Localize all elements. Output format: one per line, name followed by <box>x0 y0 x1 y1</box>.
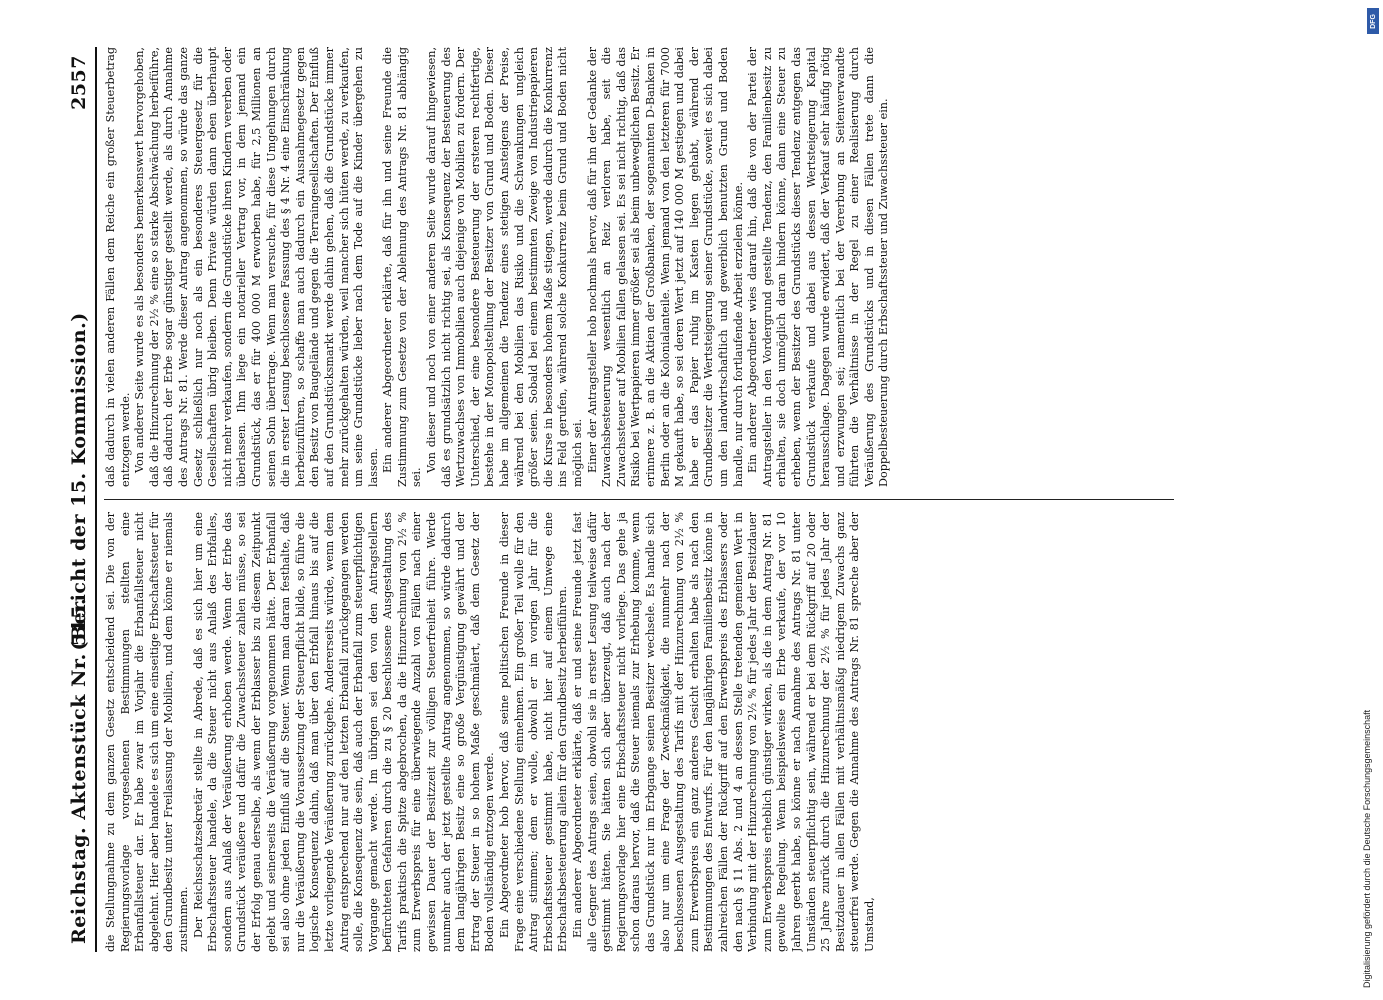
paragraph: Von anderer Seite wurde es als besonders bemerkenswert hervorgehoben, daß die Hinzurechnung der 2½ % eine so starke Abschwächung herbeiführe, daß dadurch der Erbe sogar günstiger gestellt werde, als durch Annahme des Antrags Nr. 81. Werde dieser Antrag angenommen, so würde das ganze Gesetz schließlich nur noch als ein besonderes Steuergesetz für die Gesellschaften übrig bleiben. Denn Private würden dann eben überhaupt nicht mehr verkaufen, sondern die Grundstücke ihren Kindern vererben oder überlassen. Ihm liege ein notarieller Vertrag vor, in dem jemand ein Grundstück, das er für 400 000 M erworben habe, für 2,5 Millionen an seinen Sohn übertrage. Wenn man versuche, für diese Umgehungen durch die in erster Lesung beschlossene Fassung des § 4 Nr. 4 eine Einschränkung herbeizuführen, so schaffe man auch dadurch ein Ausnahmegesetz gegen den Besitz von Baugelände und gegen die Terraingesellschaften. Der Einfluß auf den Grundstücksmarkt werde dahin gehen, daß die Grundstücke immer mehr zurückgehalten würden, weil mancher sich hüten werde, zu verkaufen, um seine Grundstücke lieber nach dem Tode auf die Kinder übergehen zu lassen. <box>133 47 380 487</box>
header-rule <box>95 47 97 952</box>
document-page <box>62 47 1182 952</box>
header-middle: (Bericht der 15. Kommission.) <box>68 312 90 651</box>
column-divider <box>104 499 1174 500</box>
paragraph: Von dieser und noch von einer anderen Seite wurde darauf hingewiesen, daß es grundsätzlich nicht richtig sei, als Konsequenz der Besteuerung des Wertzuwachses von Immobilien auch diejenige von Mobilien zu fordern. Der Unterschied, der eine besondere Besteuerung der ersteren rechtfertige, bestehe in der Monopolstellung der Besitzer von Grund und Boden. Dieser habe im allgemeinen die Tendenz eines stetigen Ansteigens der Preise, während bei den Mobilien das Risiko und die Schwankungen ungleich größer seien. Sobald bei einem bestimmten Zweige von Industriepapieren die Kurse in besonders hohem Maße stiegen, werde dadurch die Konkurrenz ins Feld gerufen, während solche Konkurrenz beim Grund und Boden nicht möglich sei. <box>425 47 584 487</box>
paragraph: Ein anderer Abgeordneter erklärte, daß er und seine Freunde jetzt fast alle Gegner des Antrags seien, obwohl sie in erster Lesung teilweise dafür gestimmt hätten. Sie hätten sich aber überzeugt, daß auch nach der Regierungsvorlage hier eine Erbschaftssteuer nicht vorliege. Das gehe ja schon daraus hervor, daß die Steuer niemals zur Erhebung komme, wenn das Grundstück nur im Erbgange seinen Besitzer wechsele. Es handle sich also nur um eine Frage der Zweckmäßigkeit, die nunmehr nach der beschlossenen Ausgestaltung des Tarifs mit der Hinzurechnung von 2½ % zum Erwerbspreis ein ganz anderes Gesicht erhalten habe als nach den Bestimmungen des Entwurfs. Für den langjährigen Familienbesitz könne in zahlreichen Fällen der Rückgriff auf den Erwerbspreis des Erblassers oder den nach § 11 Abs. 2 und 4 an dessen Stelle tretenden gemeinen Wert in Verbindung mit der Hinzurechnung von 2½ % für jedes Jahr der Besitzdauer zum Erwerbspreis erheblich günstiger wirken, als die in dem Antrag Nr. 81 gewollte Regelung. Wenn beispielsweise ein Erbe verkaufe, der vor 10 Jahren geerbt habe, so könne er nach Annahme des Antrags Nr. 81 unter Umständen steuerpflichtig sein, während er bei dem Rückgriff auf 20 oder 25 Jahre zurück durch die Hinzurechnung der 2½ % für jedes Jahr der Besitzdauer in allen Fällen mit verhältnismäßig niedrigem Zuwachs ganz steuerfrei werde. Gegen die Annahme des Antrags Nr. 81 spreche aber der Umstand, <box>571 512 876 952</box>
text-columns <box>104 47 1174 952</box>
digitization-note <box>1362 8 1376 988</box>
digitization-note-text: Digitalisierung gefördert durch die Deutsche Forschungsgemeinschaft <box>1362 709 1372 988</box>
dfg-logo: DFG <box>1367 8 1379 34</box>
right-column <box>104 47 1174 487</box>
paragraph: daß dadurch in vielen anderen Fällen dem Reiche ein großer Steuerbetrag entzogen werde. <box>104 47 132 487</box>
left-column <box>104 512 1174 952</box>
paragraph: Ein anderer Abgeordneter wies darauf hin, daß die von der Partei der Antragsteller in den Vordergrund gestellte Tendenz, den Familienbesitz zu erhalten, sie doch unmöglich daran hindern könne, dann eine Steuer zu erheben, wenn der Besitzer des Grundstücks dieser Tendenz entgegen das Grundstück verkaufe und dabei aus dessen Wertsteigerung Kapital herausschlage. Dagegen wurde erwidert, daß der Verkauf sehr häufig nötig und erzwungen sei; namentlich bei der Vererbung an Seitenverwandte führten die Verhältnisse in der Regel zu einer Realisierung durch Veräußerung des Grundstücks und in diesen Fällen trete dann die Doppelbesteuerung durch Erbschaftssteuer und Zuwachssteuer ein. <box>746 47 891 487</box>
page-header <box>62 47 92 952</box>
page-number: 2557 <box>68 55 90 110</box>
paragraph: Ein Abgeordneter hob hervor, daß seine politischen Freunde in dieser Frage eine verschiedene Stellung einnehmen. Ein großer Teil wolle für den Antrag stimmen; dem er wolle, obwohl er im vorigen Jahr für die Erbschaftssteuer gestimmt habe, nicht hier auf einem Umwege eine Erbschaftsbesteuerung allein für den Grundbesitz herbeiführen. <box>498 512 570 952</box>
paragraph: Ein anderer Abgeordneter erklärte, daß für ihn und seine Freunde die Zustimmung zum Gesetze von der Ablehnung des Antrags Nr. 81 abhängig sei. <box>381 47 424 487</box>
paragraph: Einer der Antragsteller hob nochmals hervor, daß für ihn der Gedanke der Zuwachsbesteuerung wesentlich an Reiz verloren habe, seit die Zuwachssteuer auf Mobilien fallen gelassen sei. Es sei nicht richtig, daß das Risiko bei Wertpapieren immer größer sei als beim unbeweglichen Besitz. Er erinnere z. B. an die Aktien der Großbanken, der sogenannten D-Banken in Berlin oder an die Kolonialanteile. Wenn jemand von den letzteren für 7000 M gekauft habe, so sei deren Wert jetzt auf 140 000 M gestiegen und dabei habe er das Papier ruhig im Kasten liegen gehabt, während der Grundbesitzer die Wertsteigerung seiner Grundstücke, soweit es sich dabei um den landwirtschaftlich und gewerblich benutzten Grund und Boden handle, nur durch fortlaufende Arbeit erzielen könne. <box>585 47 745 487</box>
paragraph: Der Reichsschatzsekretär stellte in Abrede, daß es sich hier um eine Erbschaftssteuer handele, da die Steuer nicht aus Anlaß des Erbfalles, sondern aus Anlaß der Veräußerung erhoben werde. Wenn der Erbe das Grundstück veräußere und dafür die Zuwachssteuer zahlen müsse, so sei der Erfolg genau derselbe, als wenn der Erblasser bis zu diesem Zeitpunkt gelebt und seinerseits die Veräußerung vorgenommen hätte. Der Erbanfall sei also ohne jeden Einfluß auf die Steuer. Wenn man daran festhalte, daß nur die Veräußerung die Voraussetzung der Steuerpflicht bilde, so führe die logische Konsequenz dahin, daß man über den Erbfall hinaus bis auf die letzte vorliegende Veräußerung zurückgehe. Andererseits würde, wenn dem Antrag entsprechend nur auf den letzten Erbanfall zurückgegangen werden solle, die Konsequenz die sein, daß auch der Erbanfall zum steuerpflichtigen Vorgange gemacht werde. Im übrigen sei den von den Antragstellern befürchteten Gefahren durch die zu § 20 beschlossene Ausgestaltung des Tarifs praktisch die Spitze abgebrochen, da die Hinzurechnung von 2½ % zum Erwerbspreis für eine überwiegende Anzahl von Fällen nach einer gewissen Dauer der Besitzzeit zur völligen Steuerfreiheit führe. Werde nunmehr auch der jetzt gestellte Antrag angenommen, so würde dadurch dem langjährigen Besitz eine so große Vergünstigung gewährt und der Ertrag der Steuer in so hohem Maße geschmälert, daß dem Gesetz der Boden vollständig entzogen werde. <box>191 512 497 952</box>
header-left: Reichstag. Aktenstück Nr. 515. <box>68 597 90 944</box>
paragraph: die Stellungnahme zu dem ganzen Gesetz entscheidend sei. Die von der Regierungsvorlage vorgesehenen Bestimmungen stellten eine Erbanfallsteuer dar. Er habe zwar im Vorjahr die Erbanfallsteuer nicht abgelehnt. Hier aber handele es sich um eine einseitige Erbschaftssteuer für den Grundbesitz unter Freilassung der Mobilien, und dem könne er niemals zustimmen. <box>104 512 190 952</box>
